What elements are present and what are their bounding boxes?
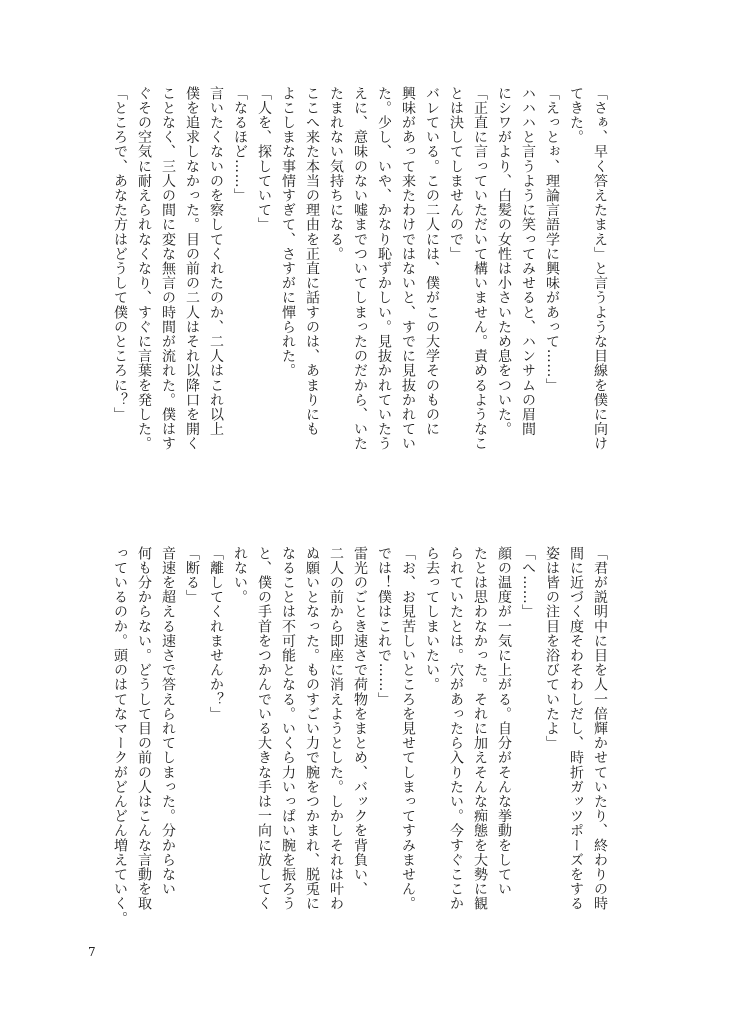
lower-text-block — [112, 546, 612, 956]
text-line: 「君が説明中に目を人一倍輝かせていたり、終わりの時 — [592, 546, 608, 911]
text-line: た。少し、いや、かなり恥ずかしい。見抜かれていたう — [376, 86, 392, 451]
text-line: と、僕の手首をつかんでいる大きな手は一向に放してく — [256, 546, 272, 911]
text-line: られていたとは。穴があったら入りたい。今すぐここか — [448, 546, 464, 911]
text-line: 「ところで、あなた方はどうして僕のところに？」 — [112, 86, 128, 422]
text-line: ぐその空気に耐えられなくなり、すぐに言葉を発した。 — [136, 86, 152, 451]
text-line: 興味があって来たわけではないと、すでに見抜かれてい — [400, 86, 416, 451]
text-line: てきた。 — [568, 86, 584, 145]
text-line: 「正直に言っていただいて構いません。責めるようなこ — [472, 86, 488, 451]
text-line: 雷光のごとき速さで荷物をまとめ、バックを背負い、 — [352, 546, 368, 897]
upper-text-block — [112, 86, 612, 496]
text-line: 「お、お見苦しいところを見せてしまってすみません。 — [400, 546, 416, 911]
text-line: 「なるほど……」 — [232, 86, 248, 203]
text-line: バレている。この二人には、僕がこの大学そのものに — [424, 86, 440, 437]
text-line: なることは不可能となる。いくら力いっぱい腕を振ろう — [280, 546, 296, 911]
text-line: ここへ来た本当の理由を正直に話すのは、あまりにも — [304, 86, 320, 437]
text-line: っているのか。頭のはてなマークがどんどん増えていく。 — [112, 546, 128, 926]
text-line: 「へ……」 — [520, 546, 536, 619]
page-number: 7 — [88, 945, 96, 959]
text-line: たとは思わなかった。それに加えそんな痴態を大勢に観 — [472, 546, 488, 911]
text-line: では！僕はこれで……」 — [376, 546, 392, 707]
text-line: ハハハと言うように笑ってみせると、ハンサムの眉間 — [520, 86, 536, 437]
text-line: たまれない気持ちになる。 — [328, 86, 344, 262]
text-line: 「人を、探していて」 — [256, 86, 272, 232]
text-line: ぬ願いとなった。ものすごい力で腕をつかまれ、脱兎に — [304, 546, 320, 911]
text-line: とは決してしませんので」 — [448, 86, 464, 262]
text-line: 「離してくれませんか？」 — [208, 546, 224, 722]
text-line: ら去ってしまいたい。 — [424, 546, 440, 692]
text-line: 姿は皆の注目を浴びていたよ」 — [544, 546, 560, 751]
text-line: 「さぁ、早く答えたまえ」と言うような目線を僕に向け — [592, 86, 608, 451]
text-line: 間に近づく度そわそわしだし、時折ガッツポーズをする — [568, 546, 584, 911]
text-line: 僕を追求しなかった。目の前の二人はそれ以降口を開く — [184, 86, 200, 451]
text-line: 「えっとぉ、理論言語学に興味があって……」 — [544, 86, 560, 393]
text-line: れない。 — [232, 546, 248, 605]
text-line: 二人の前から即座に消えようとした。しかしそれは叶わ — [328, 546, 344, 911]
text-line: 言いたくないのを察してくれたのか、二人はこれ以上 — [208, 86, 224, 437]
text-line: 「断る」 — [184, 546, 200, 605]
text-line: にシワがより、白髪の女性は小さいため息をついた。 — [496, 86, 512, 437]
text-line: えに、意味のない嘘までついてしまったのだから、いた — [352, 86, 368, 451]
text-line: よこしまな事情すぎて、さすがに憚られた。 — [280, 86, 296, 378]
text-line: 音速を超える速さで答えられてしまった。分からない — [160, 546, 176, 897]
text-line: ことなく、三人の間に変な無言の時間が流れた。僕はす — [160, 86, 176, 451]
text-line: 何も分からない。どうして目の前の人はこんな言動を取 — [136, 546, 152, 911]
text-line: 顔の温度が一気に上がる。自分がそんな挙動をしてい — [496, 546, 512, 897]
